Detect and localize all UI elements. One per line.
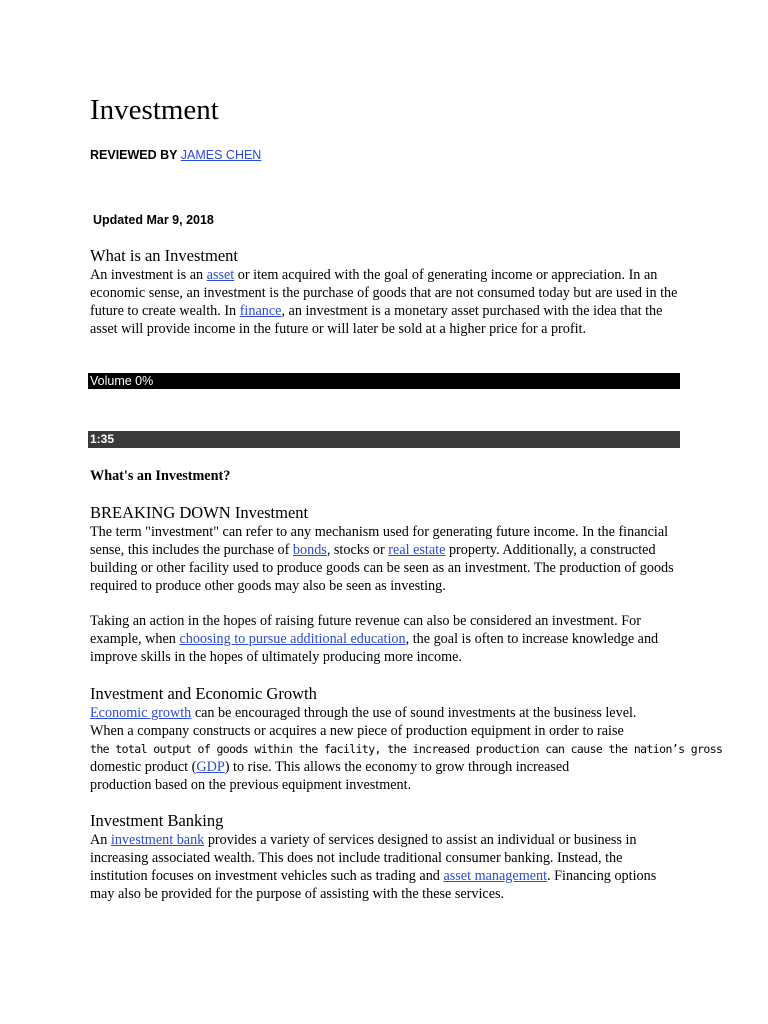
text: can be encouraged through the use of sound investments at the business level. bbox=[191, 705, 637, 721]
real-estate-link[interactable]: real estate bbox=[388, 542, 446, 558]
paragraph-line: the total output of goods within the facility, the increased production can cause the nation’s gross bbox=[90, 742, 723, 756]
section-paragraph bbox=[90, 612, 680, 666]
section-paragraph bbox=[90, 831, 680, 903]
asset-link[interactable]: asset bbox=[206, 267, 235, 283]
section-heading: BREAKING DOWN Investment bbox=[90, 503, 309, 522]
finance-link[interactable]: finance bbox=[239, 303, 282, 319]
volume-label: Volume 0% bbox=[90, 374, 154, 388]
text: property. Additionally, a constructed building or other facility used to produce goods can be seen as an investment. The production of goods required to produce other goods may also be seen as investing. bbox=[90, 542, 674, 594]
reviewed-by-label: REVIEWED BY bbox=[90, 148, 181, 162]
bonds-link[interactable]: bonds bbox=[292, 542, 327, 558]
text: provides a variety of services designed to assist an individual or business in increasing associated wealth. This does not include traditional consumer banking. Instead, the institution focuses on investment vehicles such as trading and bbox=[90, 832, 637, 884]
section-investment-banking bbox=[90, 811, 680, 903]
section-breaking-down bbox=[90, 503, 680, 595]
paragraph-line bbox=[90, 758, 680, 776]
video-caption: What's an Investment? bbox=[90, 468, 231, 484]
paragraph-line: When a company constructs or acquires a new piece of production equipment in order to raise bbox=[90, 723, 624, 739]
text: domestic product ( bbox=[90, 759, 197, 775]
text: An investment is an bbox=[90, 267, 207, 283]
video-volume-bar[interactable] bbox=[88, 373, 680, 389]
text: ) to rise. This allows the economy to grow through increased bbox=[224, 759, 570, 775]
text: , an investment is a monetary asset purchased with the idea that the asset will provide income in the future or will later be sold at a higher price for a profit. bbox=[90, 303, 663, 337]
section-heading: What is an Investment bbox=[90, 246, 239, 265]
text: An bbox=[90, 832, 111, 848]
video-duration: 1:35 bbox=[90, 432, 115, 446]
reviewer-link[interactable]: JAMES CHEN bbox=[180, 148, 262, 162]
updated-date: Updated Mar 9, 2018 bbox=[93, 213, 214, 227]
video-progress-bar[interactable] bbox=[88, 431, 680, 448]
investment-bank-link[interactable]: investment bank bbox=[110, 832, 205, 848]
section-heading: Investment and Economic Growth bbox=[90, 684, 317, 703]
section-paragraph bbox=[90, 523, 680, 595]
education-link[interactable]: choosing to pursue additional education bbox=[179, 631, 406, 647]
section-what-is bbox=[90, 246, 680, 338]
paragraph-line bbox=[90, 704, 680, 722]
section-economic-growth bbox=[90, 684, 723, 794]
text: , stocks or bbox=[326, 542, 389, 558]
economic-growth-link[interactable]: Economic growth bbox=[90, 705, 192, 721]
section-education bbox=[90, 612, 680, 666]
text: . Financing options may also be provided for the purpose of assisting with the these services. bbox=[90, 868, 657, 902]
section-paragraph bbox=[90, 266, 680, 338]
text: The term "investment" can refer to any mechanism used for generating future income. In the financial sense, this includes the purchase of bbox=[90, 524, 669, 558]
asset-management-link[interactable]: asset management bbox=[443, 868, 548, 884]
paragraph-line: production based on the previous equipment investment. bbox=[90, 777, 412, 793]
section-heading: Investment Banking bbox=[90, 811, 224, 830]
text: , the goal is often to increase knowledge and improve skills in the hopes of ultimately producing more income. bbox=[90, 631, 659, 665]
text: Taking an action in the hopes of raising future revenue can also be considered an investment. For example, when bbox=[90, 613, 641, 647]
page-title: Investment bbox=[90, 94, 219, 126]
gdp-link[interactable]: GDP bbox=[196, 759, 225, 775]
text: or item acquired with the goal of generating income or appreciation. In an economic sense, an investment is the purchase of goods that are not consumed today but are used in the future to create wealth. In bbox=[90, 267, 678, 319]
reviewed-by-line bbox=[90, 146, 261, 164]
